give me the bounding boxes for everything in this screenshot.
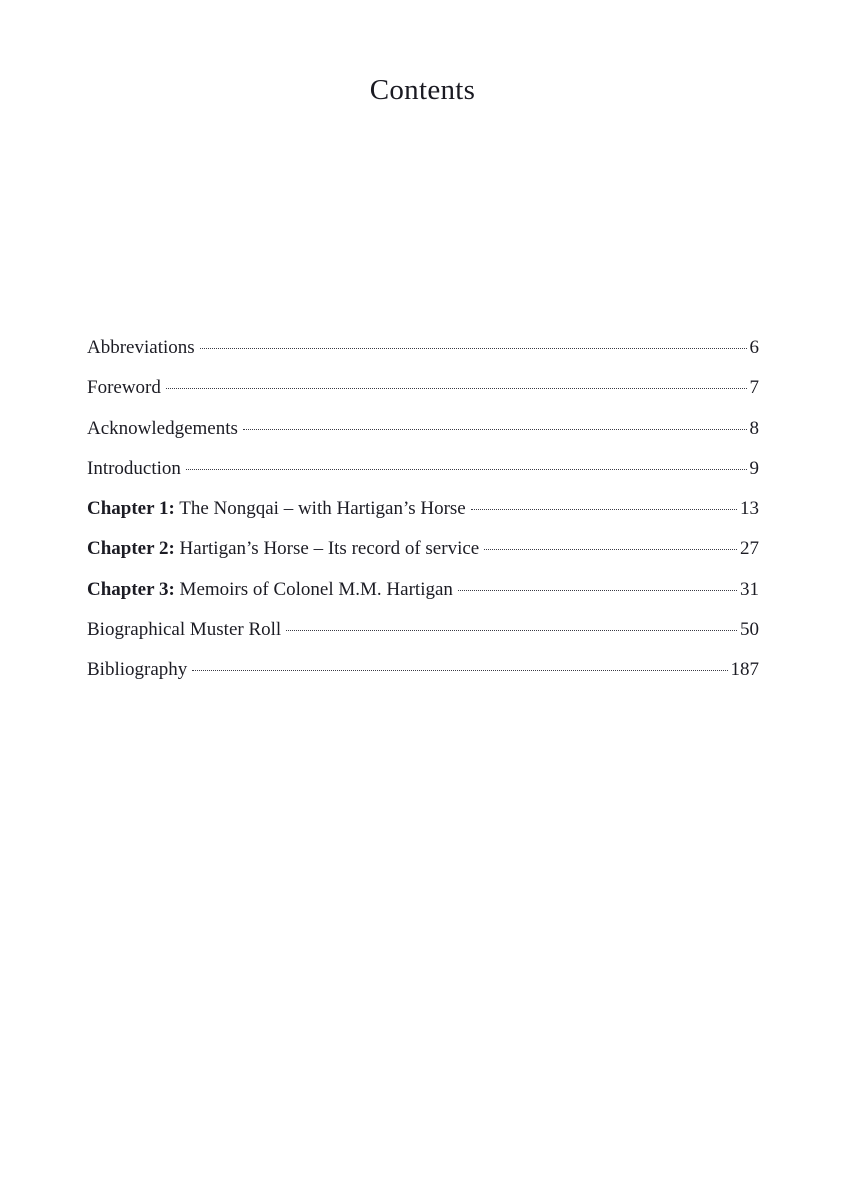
toc-entry-page: 187 xyxy=(730,659,759,681)
toc-entry-introduction[interactable] xyxy=(87,456,759,496)
dot-leader xyxy=(186,469,747,470)
toc-entry-page: 27 xyxy=(740,538,759,560)
toc-entry-page: 8 xyxy=(749,417,759,439)
toc-entry-title: Acknowledgements xyxy=(87,417,238,439)
dot-leader xyxy=(484,549,737,550)
dot-leader xyxy=(286,630,737,631)
toc-entry-label xyxy=(87,416,238,442)
dot-leader xyxy=(471,509,737,510)
page-title: Contents xyxy=(369,74,476,106)
toc-entry-chapter-2[interactable] xyxy=(87,536,759,576)
dot-leader xyxy=(192,670,727,671)
toc-entry-label xyxy=(87,577,453,603)
toc-entry-chapter-3[interactable] xyxy=(87,577,759,617)
toc-entry-label xyxy=(87,617,281,643)
dot-leader xyxy=(243,429,747,430)
toc-entry-acknowledgements[interactable] xyxy=(87,416,759,456)
toc-entry-label xyxy=(87,375,161,401)
toc-entry-title: Bibliography xyxy=(87,659,188,681)
toc-entry-page: 7 xyxy=(749,377,759,399)
toc-entry-title: Biographical Muster Roll xyxy=(87,619,282,641)
table-of-contents xyxy=(87,335,759,698)
toc-entry-page: 9 xyxy=(749,457,759,479)
toc-entry-bibliography[interactable] xyxy=(87,657,759,697)
toc-entry-title: Hartigan’s Horse – Its record of service xyxy=(179,538,480,560)
toc-entry-label xyxy=(87,496,466,522)
toc-entry-foreword[interactable] xyxy=(87,375,759,415)
toc-entry-title: Introduction xyxy=(87,457,181,479)
toc-entry-title: Foreword xyxy=(87,377,161,399)
toc-entry-biographical-muster-roll[interactable] xyxy=(87,617,759,657)
toc-entry-title: Memoirs of Colonel M.M. Hartigan xyxy=(179,578,453,600)
toc-entry-prefix: Chapter 2: xyxy=(87,538,175,560)
dot-leader xyxy=(200,348,747,349)
toc-entry-chapter-1[interactable] xyxy=(87,496,759,536)
toc-entry-page: 31 xyxy=(740,578,759,600)
toc-entry-label xyxy=(87,335,195,361)
toc-entry-abbreviations[interactable] xyxy=(87,335,759,375)
toc-entry-label xyxy=(87,456,181,482)
dot-leader xyxy=(166,388,747,389)
toc-entry-prefix: Chapter 1: xyxy=(87,498,175,520)
toc-entry-title: Abbreviations xyxy=(87,337,195,358)
toc-entry-page: 13 xyxy=(740,498,759,520)
toc-entry-prefix: Chapter 3: xyxy=(87,578,175,600)
toc-entry-title: The Nongqai – with Hartigan’s Horse xyxy=(179,498,466,520)
toc-entry-label xyxy=(87,536,479,562)
toc-entry-page: 6 xyxy=(749,337,759,358)
dot-leader xyxy=(458,590,737,591)
toc-entry-page: 50 xyxy=(740,619,759,641)
toc-entry-label xyxy=(87,657,187,683)
